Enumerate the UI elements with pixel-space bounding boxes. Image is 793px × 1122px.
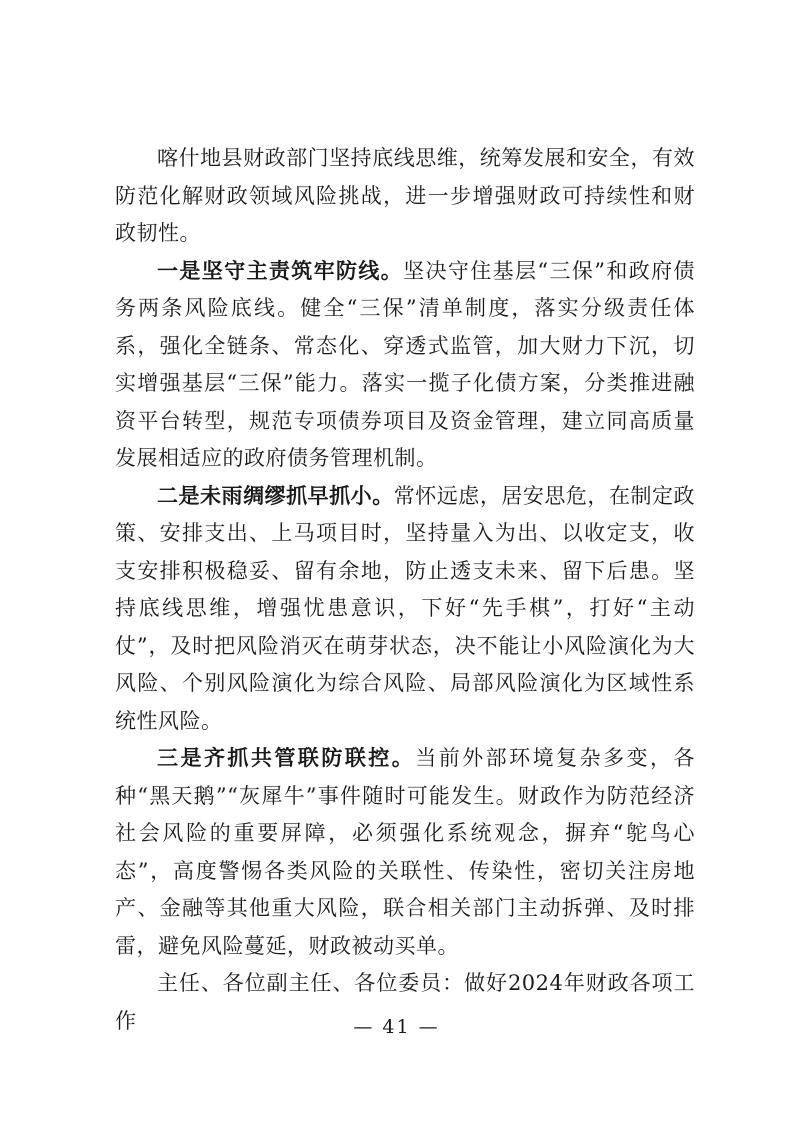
paragraph-text: 坚决守住基层“三保”和政府债务两条风险底线。健全“三保”清单制度，落实分级责任体系，强化全链条、常态化、穿透式监管，加大财力下沉，切实增强基层“三保”能力。落实一揽子化债方案，分类推进融资平台转型，规范专项债券项目及资金管理，建立同高质量发展相适应的政府债务管理机制。 — [115, 258, 695, 470]
paragraph-lead: 三是齐抓共管联防联控。 — [157, 746, 416, 770]
paragraph-text: 主任、各位副主任、各位委员：做好2024年财政各项工作 — [115, 971, 695, 1033]
paragraph-text: 常怀远虑，居安思危，在制定政策、安排支出、上马项目时，坚持量入为出、以收定支，收支安排积极稳妥、留有余地，防止透支未来、留下后患。坚持底线思维，增强忧患意识，下好“先手棋”，打好“主动仗”，及时把风险消灭在萌芽状态，决不能让小风险演化为大风险、个别风险演化为综合风险、局部风险演化为区域性系统性风险。 — [115, 483, 696, 733]
paragraph-lead: 二是未雨绸缪抓早抓小。 — [157, 483, 394, 508]
paragraph-point-3 — [115, 740, 695, 965]
paragraph-text: 喀什地县财政部门坚持底线思维，统筹发展和安全，有效防范化解财政领域风险挑战，进一步增强财政可持续性和财政韧性。 — [115, 146, 695, 245]
paragraph-point-1 — [115, 253, 695, 478]
paragraph-lead: 一是坚守主责筑牢防线。 — [157, 258, 404, 283]
paragraph-point-2 — [115, 478, 695, 741]
paragraph-intro — [115, 140, 695, 253]
page-number: — 41 — — [353, 1016, 440, 1038]
paragraph-text: 当前外部环境复杂多变，各种“黑天鹅”“灰犀牛”事件随时可能发生。财政作为防范经济社会风险的重要屏障，必须强化系统观念，摒弃“鸵鸟心态”，高度警惕各类风险的关联性、传染性，密切关注房地产、金融等其他重大风险，联合相关部门主动拆弹、及时排雷，避免风险蔓延，财政被动买单。 — [115, 746, 695, 958]
document-body — [115, 140, 695, 1040]
